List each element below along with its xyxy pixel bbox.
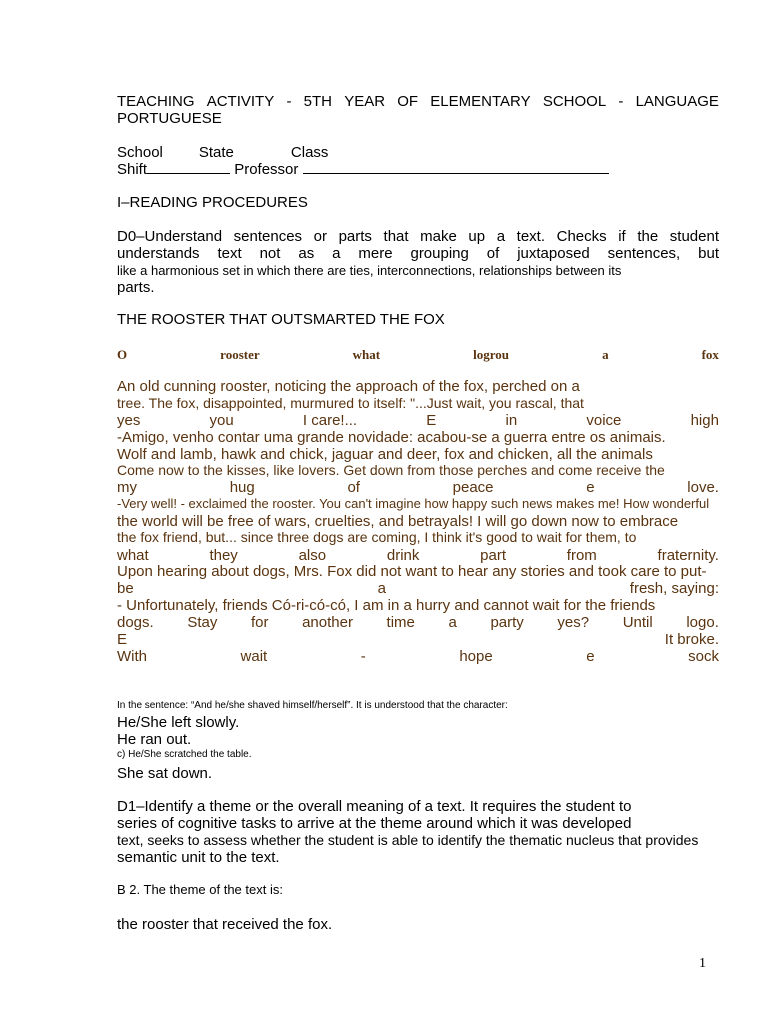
title-word: YEAR xyxy=(344,93,386,110)
story-text: E xyxy=(426,412,437,429)
d0-line: D0–Understand sentences or parts that make up a text. Checks if the student xyxy=(117,228,719,245)
story-line xyxy=(117,429,719,446)
story-text: -Very well! - exclaimed the rooster. You can't imagine how happy such news makes me! How wonderful xyxy=(117,496,710,511)
story-line xyxy=(117,378,719,395)
story-text: voice xyxy=(586,412,622,429)
story-line xyxy=(117,462,719,479)
page-number: 1 xyxy=(699,956,706,971)
d0-line: parts. xyxy=(117,279,155,296)
subtitle-word: logrou xyxy=(473,347,510,362)
story-line xyxy=(117,614,719,631)
story-text: a xyxy=(377,580,386,597)
story-text: Wolf and lamb, hawk and chick, jaguar and deer, fox and chicken, all the animals xyxy=(117,446,653,463)
story-text: e xyxy=(586,479,595,496)
answer-option: c) He/She scratched the table. xyxy=(117,749,252,760)
story-text: my xyxy=(117,479,137,496)
story-text: hope xyxy=(459,648,493,665)
story-text: love. xyxy=(687,479,719,496)
document-title xyxy=(117,93,719,110)
title-word: OF xyxy=(397,93,419,110)
shift-professor-line xyxy=(117,161,719,178)
story-text: a xyxy=(448,614,457,631)
title-word: SCHOOL xyxy=(542,93,607,110)
story-text: wait xyxy=(240,648,268,665)
story-line xyxy=(117,412,719,429)
story-text: dogs. xyxy=(117,614,154,631)
story-line xyxy=(117,547,719,564)
d1-line: D1–Identify a theme or the overall meaning of a text. It requires the student to xyxy=(117,798,632,815)
story-subtitle xyxy=(117,346,719,363)
story-line xyxy=(117,648,719,665)
story-text: be xyxy=(117,580,134,597)
story-text: they xyxy=(209,547,238,564)
story-text: Upon hearing about dogs, Mrs. Fox did not want to hear any stories and took care to put- xyxy=(117,563,707,580)
story-text: hug xyxy=(229,479,255,496)
subtitle-word: a xyxy=(602,347,609,362)
d1-line: semantic unit to the text. xyxy=(117,849,280,866)
story-text: the fox friend, but... since three dogs are coming, I think it's good to wait for them, to xyxy=(117,529,637,545)
subtitle-word: O xyxy=(117,347,128,362)
question-prompt: B 2. The theme of the text is: xyxy=(117,882,283,897)
story-line xyxy=(117,395,719,412)
story-text: -Amigo, venho contar uma grande novidade: acabou-se a guerra entre os animais. xyxy=(117,429,666,446)
shift-label: Shift xyxy=(117,161,148,178)
story-text: from xyxy=(566,547,597,564)
story-text: party xyxy=(490,614,524,631)
story-text: high xyxy=(690,412,719,429)
story-text: time xyxy=(386,614,415,631)
document-title-line2: PORTUGUESE xyxy=(117,110,222,127)
story-text: fraternity. xyxy=(657,547,719,564)
story-text: sock xyxy=(688,648,719,665)
story-line xyxy=(117,495,719,512)
story-text: An old cunning rooster, noticing the approach of the fox, perched on a xyxy=(117,378,580,395)
shift-blank xyxy=(147,161,230,174)
story-text: logo. xyxy=(686,614,719,631)
story-line xyxy=(117,631,719,648)
story-line xyxy=(117,580,719,597)
story-text: I care!... xyxy=(302,412,358,429)
story-line xyxy=(117,446,719,463)
story-line xyxy=(117,479,719,496)
story-text: It broke. xyxy=(664,631,719,648)
school-label: School xyxy=(117,144,163,161)
answer-option: He/She left slowly. xyxy=(117,714,240,731)
school-state-class-line xyxy=(117,144,719,161)
story-text: fresh, saying: xyxy=(629,580,719,597)
subtitle-word: what xyxy=(352,347,381,362)
title-word: 5TH xyxy=(303,93,332,110)
story-text: of xyxy=(347,479,360,496)
story-text: also xyxy=(298,547,327,564)
story-text: With xyxy=(117,648,147,665)
answer-text: the rooster that received the fox. xyxy=(117,916,333,933)
story-text: you xyxy=(209,412,234,429)
title-word: - xyxy=(286,93,292,110)
story-text: E xyxy=(117,631,128,648)
state-label: State xyxy=(198,144,234,161)
story-text: yes xyxy=(117,412,141,429)
story-text: part xyxy=(480,547,507,564)
story-title: THE ROOSTER THAT OUTSMARTED THE FOX xyxy=(117,311,445,328)
subtitle-word: fox xyxy=(701,347,719,362)
question-prompt: In the sentence: “And he/she shaved himself/herself”. It is understood that the character: xyxy=(117,700,508,711)
story-text: Come now to the kisses, like lovers. Get down from those perches and come receive the xyxy=(117,462,665,478)
story-text: in xyxy=(505,412,518,429)
class-label: Class xyxy=(290,144,329,161)
story-text: Stay xyxy=(187,614,218,631)
story-line xyxy=(117,597,719,614)
section-heading: I–READING PROCEDURES xyxy=(117,194,308,211)
story-text: - Unfortunately, friends Có-ri-có-có, I am in a hurry and cannot wait for the friends xyxy=(117,597,656,614)
professor-label: Professor xyxy=(234,161,299,178)
story-text: e xyxy=(586,648,595,665)
subtitle-word: rooster xyxy=(220,347,260,362)
story-text: - xyxy=(360,648,366,665)
story-text: drink xyxy=(386,547,420,564)
title-word: LANGUAGE xyxy=(635,93,719,110)
story-text: yes? xyxy=(557,614,590,631)
professor-blank xyxy=(303,161,609,174)
d0-line: understands text not as a mere grouping of juxtaposed sentences, but xyxy=(117,245,719,262)
story-line xyxy=(117,563,719,580)
answer-option: She sat down. xyxy=(117,765,213,782)
story-text: the world will be free of wars, cruelties, and betrayals! I will go down now to embrace xyxy=(117,513,679,530)
story-line xyxy=(117,513,719,530)
story-text: tree. The fox, disappointed, murmured to itself: "...Just wait, you rascal, that xyxy=(117,395,584,411)
d1-line: series of cognitive tasks to arrive at the theme around which it was developed xyxy=(117,815,632,832)
title-word: - xyxy=(618,93,624,110)
story-text: another xyxy=(302,614,353,631)
story-text: what xyxy=(117,547,149,564)
d1-line: text, seeks to assess whether the student is able to identify the thematic nucleus that provides xyxy=(117,832,699,848)
title-word: TEACHING xyxy=(117,93,195,110)
story-text: Until xyxy=(622,614,653,631)
answer-option: He ran out. xyxy=(117,731,192,748)
d0-line: like a harmonious set in which there are ties, interconnections, relationships between its xyxy=(117,263,622,278)
story-text: peace xyxy=(452,479,494,496)
story-text: for xyxy=(250,614,269,631)
title-word: ELEMENTARY xyxy=(430,93,531,110)
story-line xyxy=(117,529,719,546)
title-word: ACTIVITY xyxy=(206,93,275,110)
